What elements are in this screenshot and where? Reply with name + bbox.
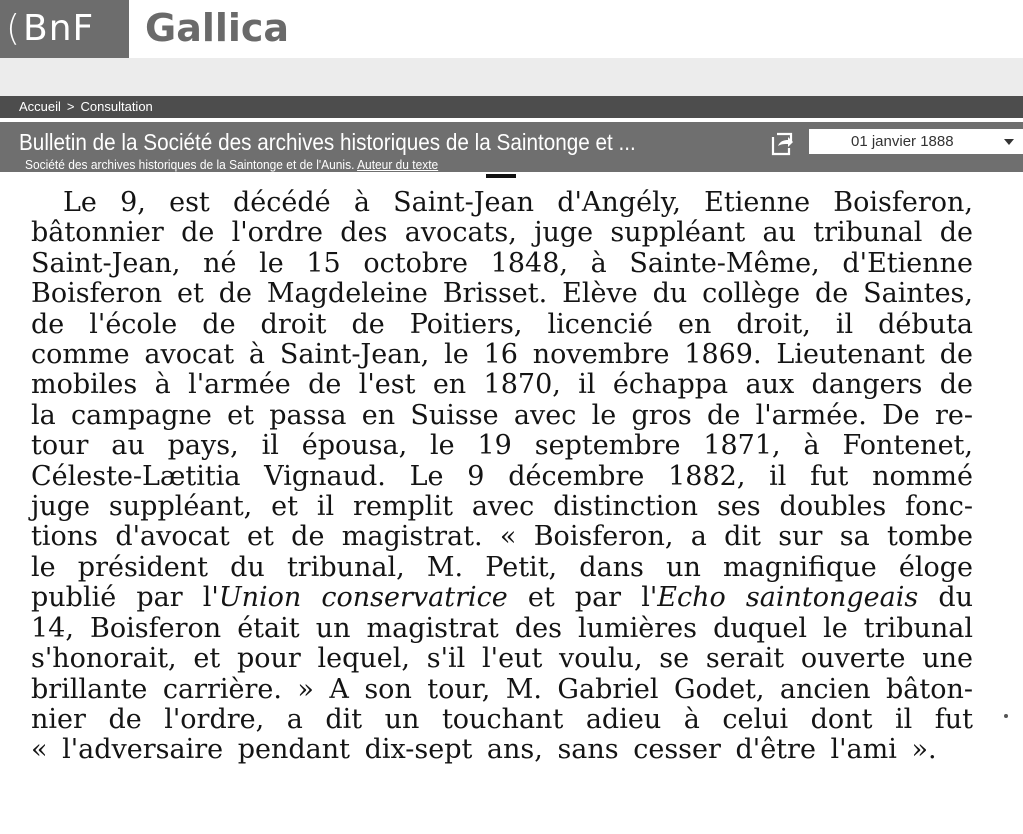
newspaper-title: Echo saintongeais bbox=[657, 582, 919, 614]
text-line: 14, Boisferon était un magistrat des lumières duquel le tribunal bbox=[31, 612, 973, 644]
author-role: Auteur du texte bbox=[357, 157, 439, 172]
breadcrumb-current: Consultation bbox=[80, 99, 153, 114]
chevron-down-icon bbox=[1004, 139, 1014, 145]
toolbar-band bbox=[0, 58, 1023, 96]
scan-speck bbox=[1004, 714, 1008, 718]
text-line: la campagne et passa en Suisse avec le gros de l'armée. De re- bbox=[31, 399, 973, 431]
text-fragment: du bbox=[918, 582, 974, 614]
text-line: brillante carrière. » A son tour, M. Gabriel Godet, ancien bâton- bbox=[31, 673, 973, 705]
text-line: bâtonnier de l'ordre des avocats, juge suppléant au tribunal de bbox=[31, 217, 973, 249]
date-select[interactable] bbox=[809, 129, 1023, 154]
text-line: Boisferon et de Magdeleine Brisset. Elève du collège de Saintes, bbox=[31, 278, 973, 310]
document-author bbox=[25, 157, 438, 173]
text-line: comme avocat à Saint-Jean, le 16 novembre 1869. Lieutenant de bbox=[31, 339, 973, 371]
text-line: le président du tribunal, M. Petit, dans un magnifique éloge bbox=[31, 551, 973, 583]
text-line: tions d'avocat et de magistrat. « Boisferon, a dit sur sa tombe bbox=[31, 521, 973, 553]
text-line: Céleste-Lætitia Vignaud. Le 9 décembre 1882, il fut nommé bbox=[31, 460, 973, 492]
scan-artifact bbox=[486, 174, 516, 178]
text-line: s'honorait, et pour lequel, s'il l'eut voulu, se serait ouverte une bbox=[31, 643, 973, 675]
text-fragment: et par l' bbox=[507, 582, 658, 614]
gallica-logo[interactable]: Gallica bbox=[145, 6, 290, 50]
brand-bar bbox=[0, 0, 1023, 58]
text-line: de l'école de droit de Poitiers, licencié en droit, il débuta bbox=[31, 308, 973, 340]
bnf-logo-bracket: ( bbox=[6, 8, 22, 49]
author-link[interactable]: Société des archives historiques de la Saintonge et de l'Aunis. bbox=[25, 157, 355, 172]
text-line: « l'adversaire pendant dix-sept ans, sans cesser d'être l'ami ». bbox=[31, 734, 937, 766]
breadcrumb bbox=[0, 96, 1023, 118]
text-line-italics bbox=[31, 583, 973, 613]
text-line: tour au pays, il épousa, le 19 septembre 1871, à Fontenet, bbox=[31, 430, 973, 462]
page-text bbox=[31, 188, 973, 766]
newspaper-title: Union conservatrice bbox=[218, 582, 508, 614]
bnf-logo-text: BnF bbox=[23, 8, 95, 49]
share-icon[interactable] bbox=[769, 130, 797, 158]
breadcrumb-separator: > bbox=[66, 99, 75, 114]
document-title-bar bbox=[0, 122, 1023, 172]
text-line: mobiles à l'armée de l'est en 1870, il échappa aux dangers de bbox=[31, 369, 973, 401]
text-line: juge suppléant, et il remplit avec distinction ses doubles fonc- bbox=[31, 491, 973, 523]
document-title: Bulletin de la Société des archives historiques de la Saintonge et ... bbox=[19, 129, 636, 155]
breadcrumb-home-link[interactable]: Accueil bbox=[19, 99, 61, 114]
bnf-logo[interactable] bbox=[0, 0, 129, 58]
page-viewer[interactable] bbox=[0, 172, 1023, 834]
text-line: Saint-Jean, né le 15 octobre 1848, à Sainte-Même, d'Etienne bbox=[31, 247, 973, 279]
text-fragment: publié par l' bbox=[31, 582, 219, 614]
text-line: Le 9, est décédé à Saint-Jean d'Angély, Etienne Boisferon, bbox=[63, 187, 973, 218]
date-select-value: 01 janvier 1888 bbox=[851, 133, 954, 150]
text-line: nier de l'ordre, a dit un touchant adieu à celui dont il fut bbox=[31, 703, 973, 735]
